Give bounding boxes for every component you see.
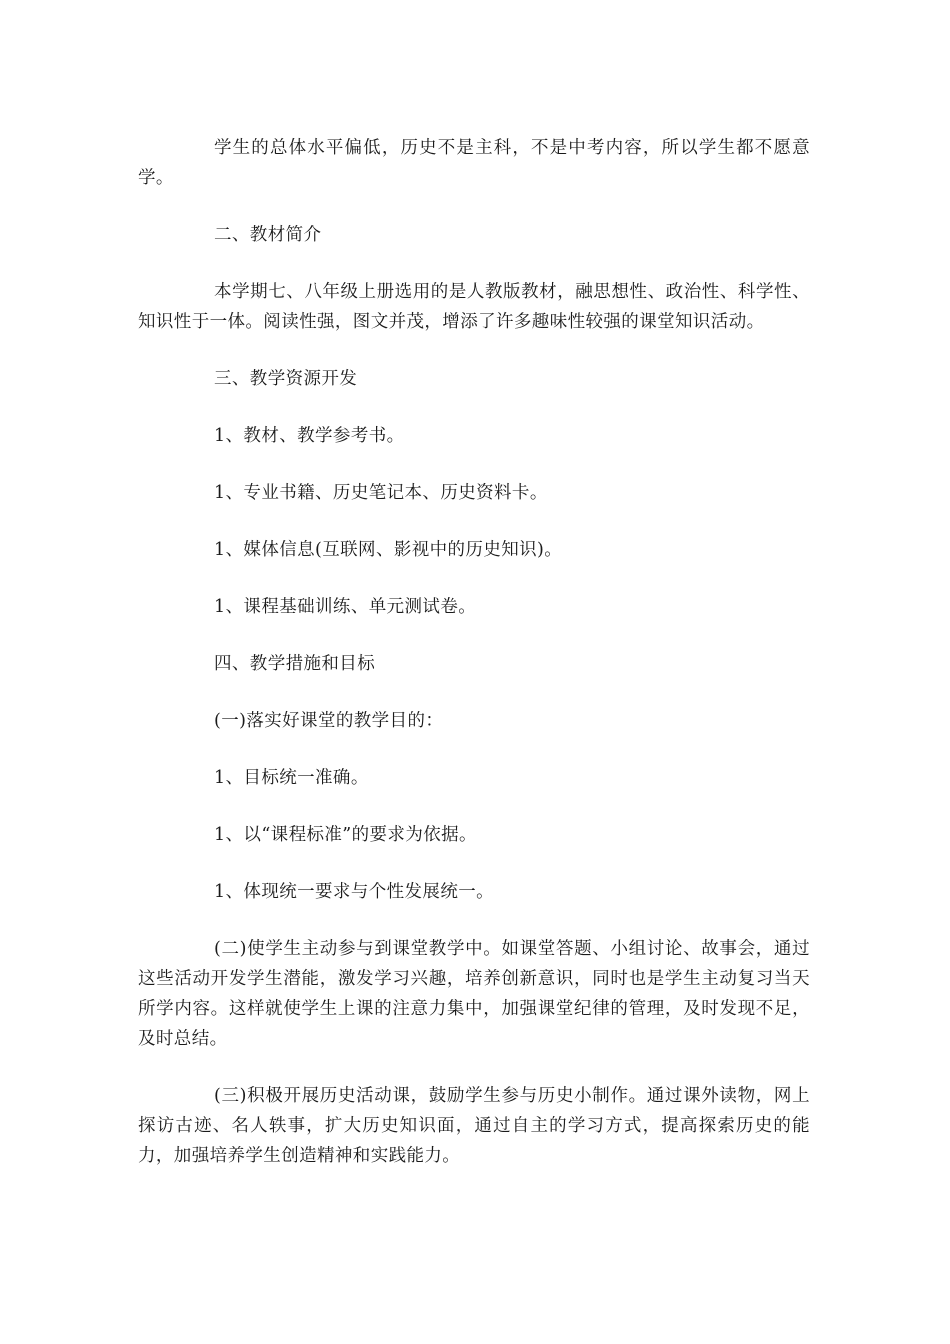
list-item-individual-development: 1、体现统一要求与个性发展统一。 [214,882,495,902]
heading-measures-goals: 四、教学措施和目标 [214,654,376,674]
paragraph-history-activities: (三)积极开展历史活动课，鼓励学生参与历史小制作。通过课外读物，网上探访古迹、名人轶事，扩大历史知识面，通过自主的学习方式，提高探索历史的能力，加强培养学生创造精神和实践能力。 [138,1086,810,1166]
list-item-curriculum-standard: 1、以“课程标准”的要求为依据。 [214,825,477,845]
heading-textbook-intro: 二、教材简介 [214,225,322,245]
paragraph-active-participation: (二)使学生主动参与到课堂教学中。如课堂答题、小组讨论、故事会，通过这些活动开发学生潜能，激发学习兴趣，培养创新意识，同时也是学生主动复习当天所学内容。这样就使学生上课的注意力集中，加强课堂纪律的管理，及时发现不足，及时总结。 [138,939,810,1049]
list-item-professional-books: 1、专业书籍、历史笔记本、历史资料卡。 [214,483,548,503]
list-item-training-tests: 1、课程基础训练、单元测试卷。 [214,597,477,617]
list-item-textbooks: 1、教材、教学参考书。 [214,426,405,446]
document-body [138,133,810,1171]
subheading-classroom-goals: (一)落实好课堂的教学目的： [214,711,444,731]
list-item-media-info: 1、媒体信息(互联网、影视中的历史知识)。 [214,540,563,560]
paragraph-student-level: 学生的总体水平偏低，历史不是主科，不是中考内容，所以学生都不愿意学。 [138,138,810,188]
heading-resource-development: 三、教学资源开发 [214,369,358,389]
list-item-unified-goals: 1、目标统一准确。 [214,768,369,788]
paragraph-textbook-description: 本学期七、八年级上册选用的是人教版教材，融思想性、政治性、科学性、知识性于一体。阅读性强，图文并茂，增添了许多趣味性较强的课堂知识活动。 [138,282,810,332]
